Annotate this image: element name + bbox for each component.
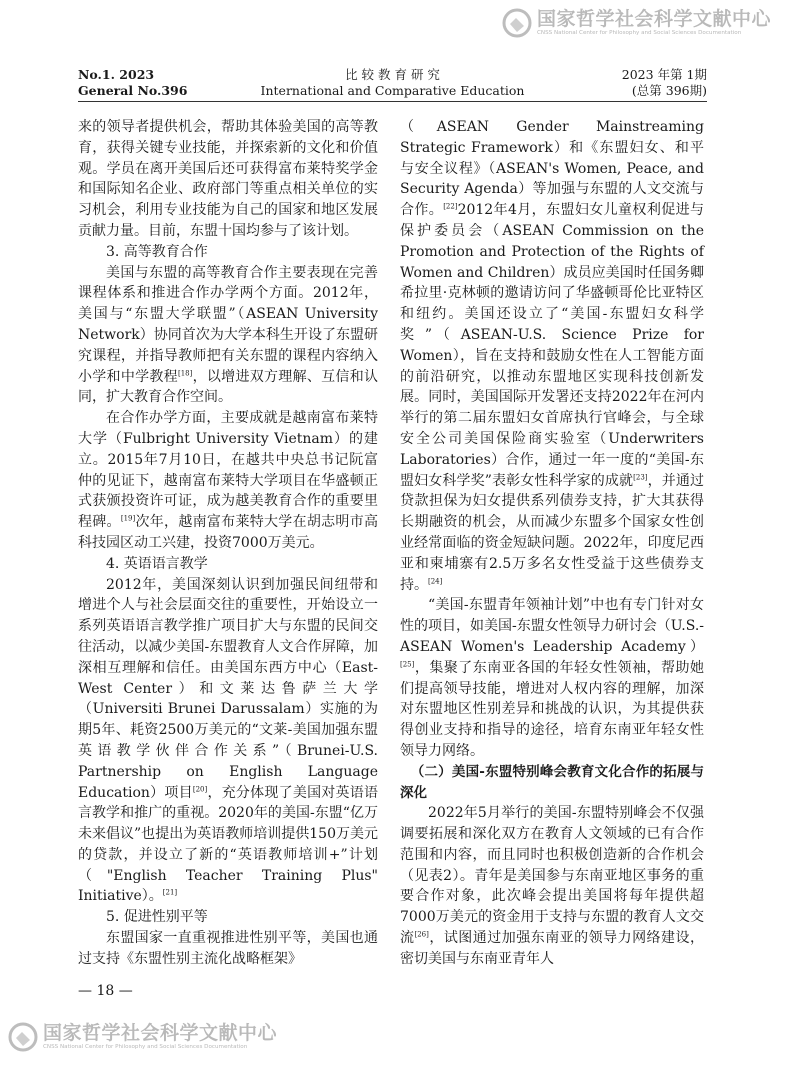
paragraph: （ASEAN Gender Mainstreaming Strategic Framework）和《东盟妇女、和平与安全议程》（ASEAN's Women, Peace, and Security Agenda）等加强与东盟的人文交流与合作。[22]2012年4月，东盟妇女儿童权利促进与保护委员会（ASEAN Commission on the Promotion and Protection of the Rights of Women and Children）成员应美国时任国务卿希拉里·克林顿的邀请访问了华盛顿哥伦比亚特区和纽约。美国还设立了“美国-东盟妇女科学奖”（ASEAN-U.S. Science Prize for Women），旨在支持和鼓励女性在人工智能方面的前沿研究，以推动东盟地区实现科技创新发展。同时，美国国际开发署还支持2022年在河内举行的第二届东盟妇女首席执行官峰会，与全球安全公司美国保险商实验室（Underwriters Laboratories）合作，通过一年一度的“美国-东盟妇女科学奖”表彰女性科学家的成就[23]，并通过贷款担保为妇女提供系列债券支持，扩大其获得长期融资的机会，从而减少东盟多个国家女性创业经常面临的资金短缺问题。2022年，印度尼西亚和柬埔寨有2.5万多名女性受益于这些债券支持。[24] [400,119,705,593]
watermark-title: 国家哲学社会科学文献中心 [43,1022,278,1044]
right-column [400,117,704,970]
header-journal-en: International and Comparative Education [260,83,525,98]
citation-ref: [26] [414,930,429,939]
header-issue-number: No.1. 2023 [78,67,155,82]
citation-ref: [18] [177,368,193,377]
subheading: 4. 英语语言教学 [106,555,208,572]
subheading: 5. 促进性别平等 [106,909,208,926]
header-journal [78,67,707,99]
header-year-issue [622,67,707,99]
running-header [78,67,707,102]
paragraph: 东盟国家一直重视推进性别平等，美国也通过支持《东盟性别主流化战略框架》 [78,930,378,967]
citation-ref: [24] [428,576,443,585]
citation-ref: [19] [120,514,136,523]
citation-ref: [22] [443,202,458,211]
citation-ref: [23] [633,472,648,481]
paragraph: 来的领导者提供机会，帮助其体验美国的高等教育，获得关键专业技能，并探索新的文化和价值观。学员在离开美国后还可获得富布莱特奖学金和国际知名企业、政府部门等重点相关单位的实习机会，利用专业技能为自己的国家和地区发展贡献力量。目前，东盟十国均参与了该计划。 [78,119,378,239]
paragraph: 2012年，美国深刻认识到加强民间纽带和增进个人与社会层面交往的重要性，开始设立一系列英语语言教学推广项目扩大与东盟的民间交往活动，以减少美国-东盟教育人文合作屏障，加深相互理解和信任。由美国东西方中心（East-West Center）和文莱达鲁萨兰大学（Universiti Brunei Darussalam）实施的为期5年、耗资2500万美元的“文莱-美国加强东盟英语教学伙伴合作关系”（Brunei-U.S. Partnership on English Language Education）项目[20]，充分体现了美国对英语语言教学和推广的重视。2020年的美国-东盟“亿万未来倡议”也提出为英语教师培训提供150万美元的贷款，并设立了新的“英语教师培训+”计划（"English Teacher Training Plus" Initiative）。[21] [78,576,378,905]
subheading: 3. 高等教育合作 [106,243,208,260]
citation-ref: [20] [192,784,208,793]
watermark-title: 国家哲学社会科学文献中心 [536,8,771,30]
left-column [78,117,378,970]
citation-ref: [21] [162,888,178,897]
paragraph: “美国-东盟青年领袖计划”中也有专门针对女性的项目，如美国-东盟女性领导力研讨会（U.S.-ASEAN Women's Leadership Academy）[25]，集聚了东南亚各国的年轻女性领袖，帮助她们提高领导技能，增进对人权内容的理解，加深对东盟地区性别差异和挑战的认识，为其提供获得创业支持和指导的途径，培育东南亚年轻女性领导力网络。 [400,597,704,759]
header-year: 2023 年第 1期 [621,67,707,82]
cnss-logo-icon [8,1022,38,1052]
watermark-subtitle: CNSS National Center for Philosophy and Social Sciences Documentation [43,1044,248,1050]
section-heading: （二）美国-东盟特别峰会教育文化合作的拓展与深化 [400,763,704,801]
watermark-bottom [8,1022,277,1052]
cnss-logo-icon [502,8,532,38]
header-journal-cn: 比 较 教 育 研 究 [345,67,440,82]
citation-ref: [25] [400,660,415,669]
paragraph: 美国与东盟的高等教育合作主要表现在完善课程体系和推进合作办学两个方面。2012年，美国与“东盟大学联盟”（ASEAN University Network）协同首次为大学本科生开设了东盟研究课程，并指导教师把有关东盟的课程内容纳入小学和中学教程[18]，以增进双方理解、互信和认同，扩大教育合作空间。 [78,264,378,406]
page-number: — 18 — [78,983,133,999]
header-general-number: General No.396 [78,83,188,98]
header-total: (总第 396期) [631,83,707,98]
watermark-subtitle: CNSS National Center for Philosophy and Social Sciences Documentation [536,30,742,36]
paragraph: 2022年5月举行的美国-东盟特别峰会不仅强调要拓展和深化双方在教育人文领域的已有合作范围和内容，而且同时也积极创造新的合作机会（见表2）。青年是美国参与东南亚地区事务的重要合作对象，此次峰会提出美国将每年提供超7000万美元的资金用于支持与东盟的教育人文交流[26]，试图通过加强东南亚的领导力网络建设，密切美国与东南亚青年人 [400,805,705,967]
paragraph: 在合作办学方面，主要成就是越南富布莱特大学（Fulbright University Vietnam）的建立。2015年7月10日，在越共中央总书记阮富仲的见证下，越南富布莱特大学项目在华盛顿正式获颁投资许可证，成为越美教育合作的重要里程碑。[19]次年，越南富布莱特大学在胡志明市高科技园区动工兴建，投资7000万美元。 [78,410,378,551]
watermark-top [502,8,771,38]
